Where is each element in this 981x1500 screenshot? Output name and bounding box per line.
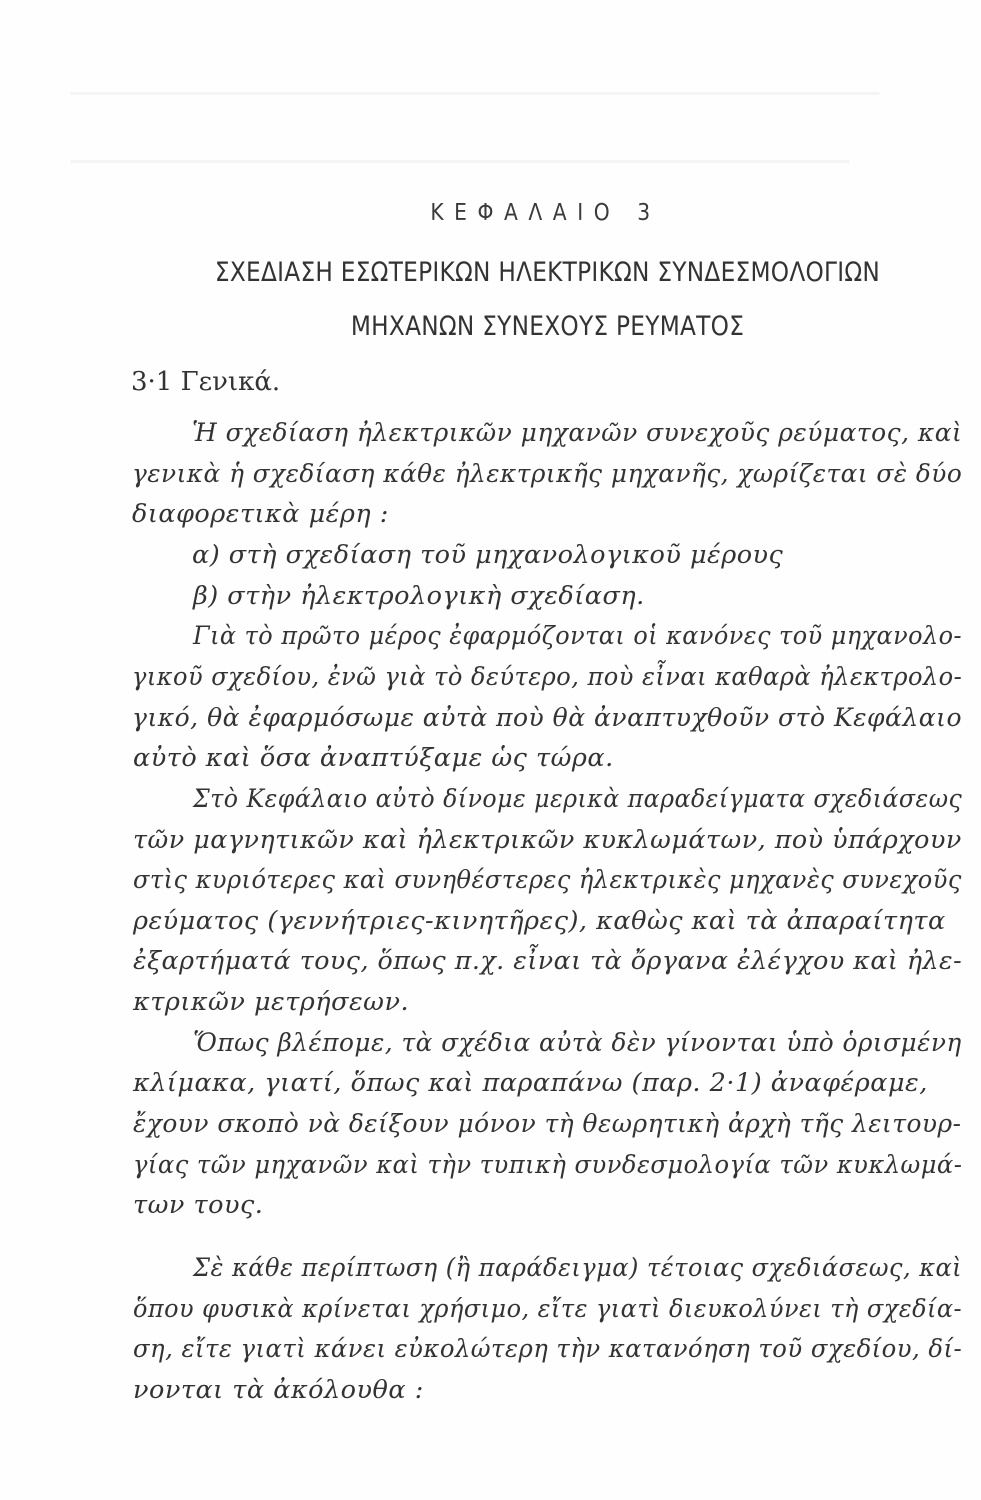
body-line: ση, εἴτε γιατὶ κάνει εὐκολώτερη τὴν κατανόηση τοῦ σχεδίου, δί- [133,1334,963,1364]
body-line: γικοῦ σχεδίου, ἐνῶ γιὰ τὸ δεύτερο, ποὺ εἶναι καθαρὰ ἠλεκτρολο- [132,662,963,692]
body-line: διαφορετικὰ μέρη : [132,499,389,529]
chapter-label: ΚΕΦΑΛΑΙΟ 3 [430,200,661,226]
chapter-title-line-1: ΣΧΕΔΙΑΣΗ ΕΣΩΤΕΡΙΚΩΝ ΗΛΕΚΤΡΙΚΩΝ ΣΥΝΔΕΣΜΟΛΟΓΙΩΝ [214,257,881,288]
show-through-line [70,92,880,95]
body-line: Γιὰ τὸ πρῶτο μέρος ἐφαρμόζονται οἱ κανόνες τοῦ μηχανολο- [193,621,963,651]
body-line: τῶν μαγνητικῶν καὶ ἠλεκτρικῶν κυκλωμάτων, ποὺ ὑπάρχουν [133,825,962,855]
body-line: ὅπου φυσικὰ κρίνεται χρήσιμο, εἴτε γιατὶ διευκολύνει τὴ σχεδία- [133,1294,963,1324]
body-line: γικό, θὰ ἐφαρμόσωμε αὐτὰ ποὺ θὰ ἀναπτυχθοῦν στὸ Κεφάλαιο [132,703,963,733]
body-line: Στὸ Κεφάλαιο αὐτὸ δίνομε μερικὰ παραδείγματα σχεδιάσεως [193,784,963,814]
body-line: νονται τὰ ἀκόλουθα : [133,1375,424,1405]
body-line: β) στὴν ἠλεκτρολογικὴ σχεδίαση. [193,581,645,611]
body-line: Σὲ κάθε περίπτωση (ἢ παράδειγμα) τέτοιας σχεδιάσεως, καὶ [193,1253,963,1283]
body-line: κλίμακα, γιατί, ὅπως καὶ παραπάνω (παρ. 2·1) ἀναφέραμε, [133,1068,928,1098]
body-line: ρεύματος (γεννήτριες-κινητῆρες), καθὼς καὶ τὰ ἀπαραίτητα [133,906,946,936]
body-line: κτρικῶν μετρήσεων. [133,987,410,1017]
body-line: α) στὴ σχεδίαση τοῦ μηχανολογικοῦ μέρους [192,540,784,570]
body-line: Ἡ σχεδίαση ἠλεκτρικῶν μηχανῶν συνεχοῦς ρεύματος, καὶ [192,418,963,448]
body-line: ἐξαρτήματά τους, ὅπως π.χ. εἶναι τὰ ὄργανα ἐλέγχου καὶ ἠλε- [133,946,963,976]
body-line: στὶς κυριότερες καὶ συνηθέστερες ἠλεκτρικὲς μηχανὲς συνεχοῦς [133,865,962,895]
body-line: των τους. [133,1190,264,1220]
section-heading: 3·1 Γενικά. [131,367,281,397]
show-through-line [70,160,850,163]
body-line: αὐτὸ καὶ ὅσα ἀναπτύξαμε ὡς τώρα. [133,743,614,773]
body-line: γίας τῶν μηχανῶν καὶ τὴν τυπικὴ συνδεσμολογία τῶν κυκλωμά- [133,1150,963,1180]
body-line: Ὅπως βλέπομε, τὰ σχέδια αὐτὰ δὲν γίνονται ὑπὸ ὁρισμένη [193,1028,962,1058]
chapter-title-line-2: ΜΗΧΑΝΩΝ ΣΥΝΕΧΟΥΣ ΡΕΥΜΑΤΟΣ [350,311,745,342]
body-line: ἔχουν σκοπὸ νὰ δείξουν μόνον τὴ θεωρητικὴ ἀρχὴ τῆς λειτουρ- [133,1109,962,1139]
body-line: γενικὰ ἡ σχεδίαση κάθε ἠλεκτρικῆς μηχανῆς, χωρίζεται σὲ δύο [132,459,963,489]
